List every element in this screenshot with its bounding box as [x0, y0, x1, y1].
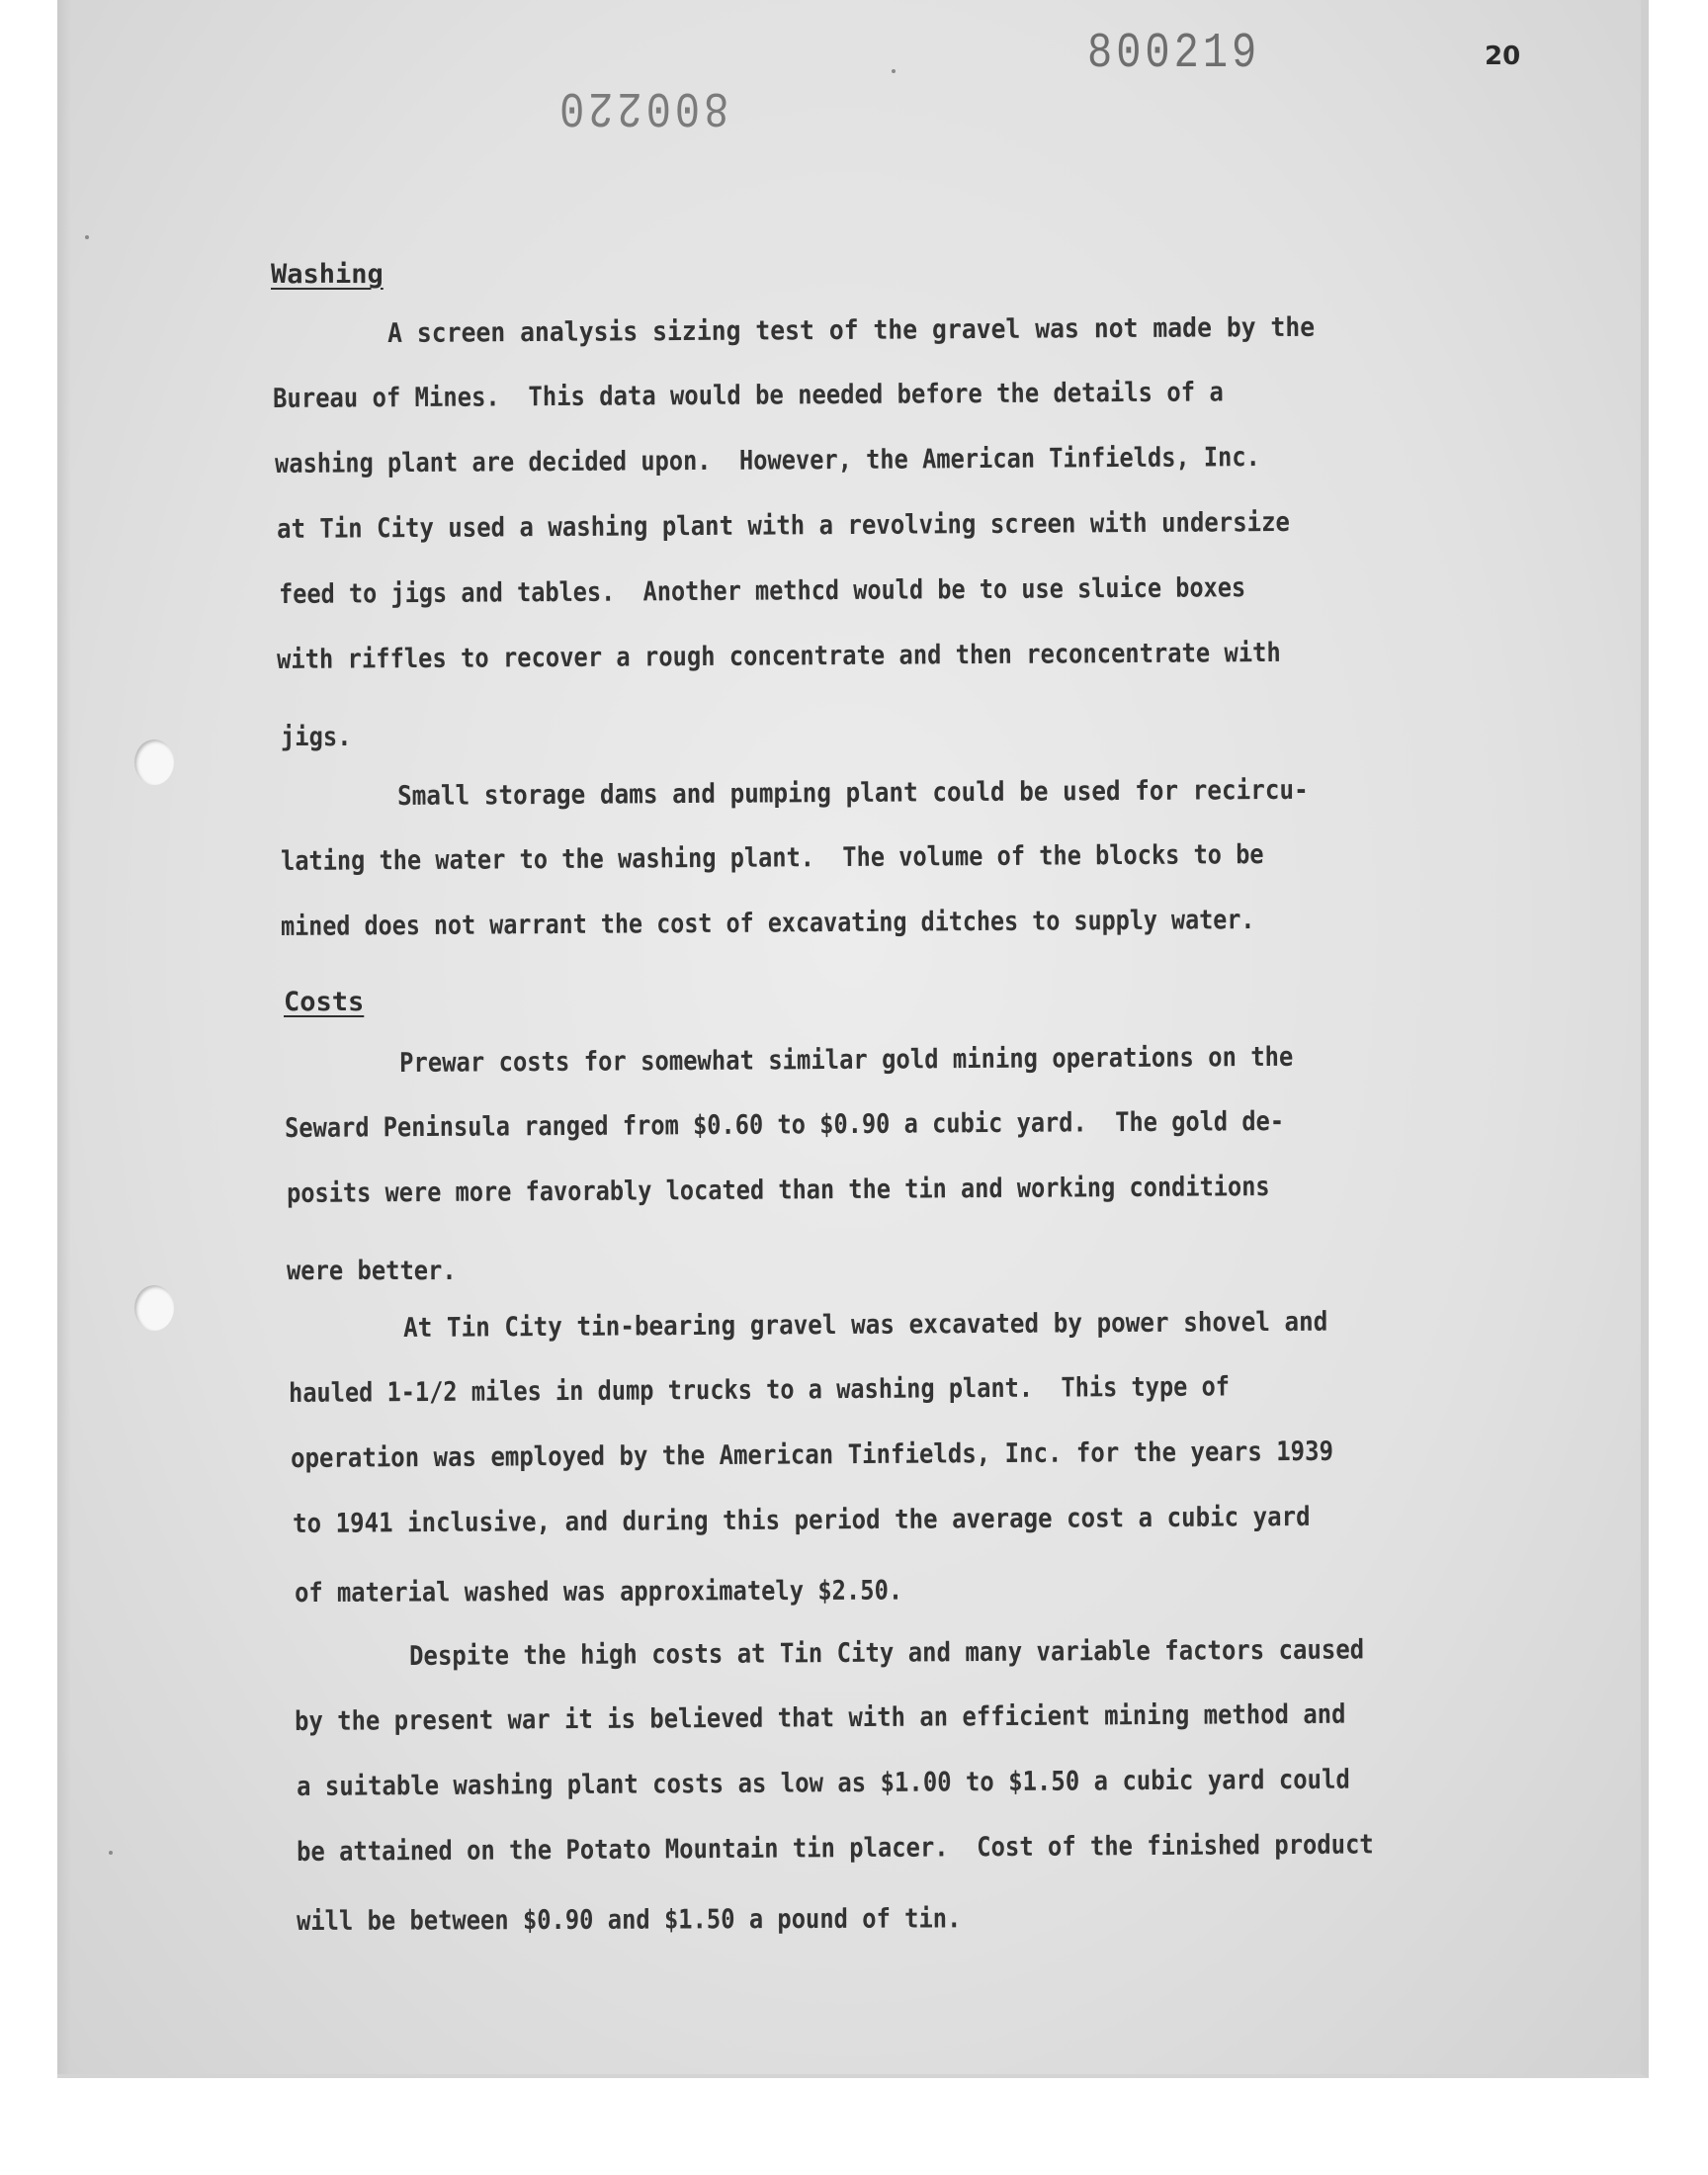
paragraph-line: of material washed was approximately $2.50. — [295, 1575, 903, 1609]
page-edge-shadow — [57, 0, 71, 2074]
punch-hole — [134, 740, 174, 785]
paragraph-line: lating the water to the washing plant. The volume of the blocks to be — [281, 839, 1264, 877]
paragraph-line: Seward Peninsula ranged from $0.60 to $0.90 a cubic yard. The gold de- — [285, 1105, 1285, 1144]
paragraph-line: with riffles to recover a rough concentrate and then reconcentrate with — [277, 637, 1281, 675]
paragraph-line: A screen analysis sizing test of the gravel was not made by the — [387, 311, 1316, 349]
scan-speck — [85, 235, 89, 239]
scanned-page — [57, 0, 1649, 2078]
paragraph-line: Prewar costs for somewhat similar gold mining operations on the — [399, 1041, 1294, 1079]
paragraph-line: Bureau of Mines. This data would be needed before the details of a — [273, 377, 1224, 414]
paragraph-line: mined does not warrant the cost of excavating ditches to supply water. — [281, 905, 1255, 942]
paragraph-line: Despite the high costs at Tin City and many variable factors caused — [409, 1634, 1365, 1672]
paragraph-line: will be between $0.90 and $1.50 a pound of tin. — [297, 1903, 962, 1937]
paragraph-line: a suitable washing plant costs as low as $1.00 to $1.50 a cubic yard could — [297, 1764, 1350, 1802]
paragraph-line: posits were more favorably located than the tin and working conditions — [287, 1172, 1270, 1209]
paragraph-line: were better. — [287, 1256, 457, 1286]
paragraph-line: at Tin City used a washing plant with a revolving screen with undersize — [277, 506, 1291, 545]
paragraph-line: washing plant are decided upon. However, the American Tinfields, Inc. — [275, 442, 1260, 479]
punch-hole — [134, 1285, 174, 1331]
paragraph-line: At Tin City tin-bearing gravel was excavated by power shovel and — [403, 1306, 1328, 1344]
paragraph-line: operation was employed by the American Tinfields, Inc. for the years 1939 — [291, 1436, 1334, 1474]
paragraph-line: Small storage dams and pumping plant could be used for recircu- — [397, 774, 1309, 812]
paragraph-line: be attained on the Potato Mountain tin placer. Cost of the finished product — [297, 1829, 1374, 1868]
paragraph-line: feed to jigs and tables. Another methcd would be to use sluice boxes — [279, 572, 1246, 610]
page-number: 20 — [1485, 42, 1521, 71]
section-heading-costs: Costs — [284, 987, 365, 1017]
document-stamp-number: 800219 — [1087, 25, 1261, 82]
paragraph-line: to 1941 inclusive, and during this period the average cost a cubic yard — [293, 1501, 1311, 1539]
paragraph-line: jigs. — [281, 722, 352, 752]
document-stamp-mirrored: 800220 — [555, 78, 729, 135]
section-heading-washing: Washing — [271, 259, 384, 290]
scan-speck — [109, 1851, 113, 1855]
paragraph-line: by the present war it is believed that with an efficient mining method and — [295, 1698, 1346, 1737]
scan-speck — [892, 69, 896, 73]
paragraph-line: hauled 1-1/2 miles in dump trucks to a washing plant. This type of — [289, 1371, 1231, 1409]
